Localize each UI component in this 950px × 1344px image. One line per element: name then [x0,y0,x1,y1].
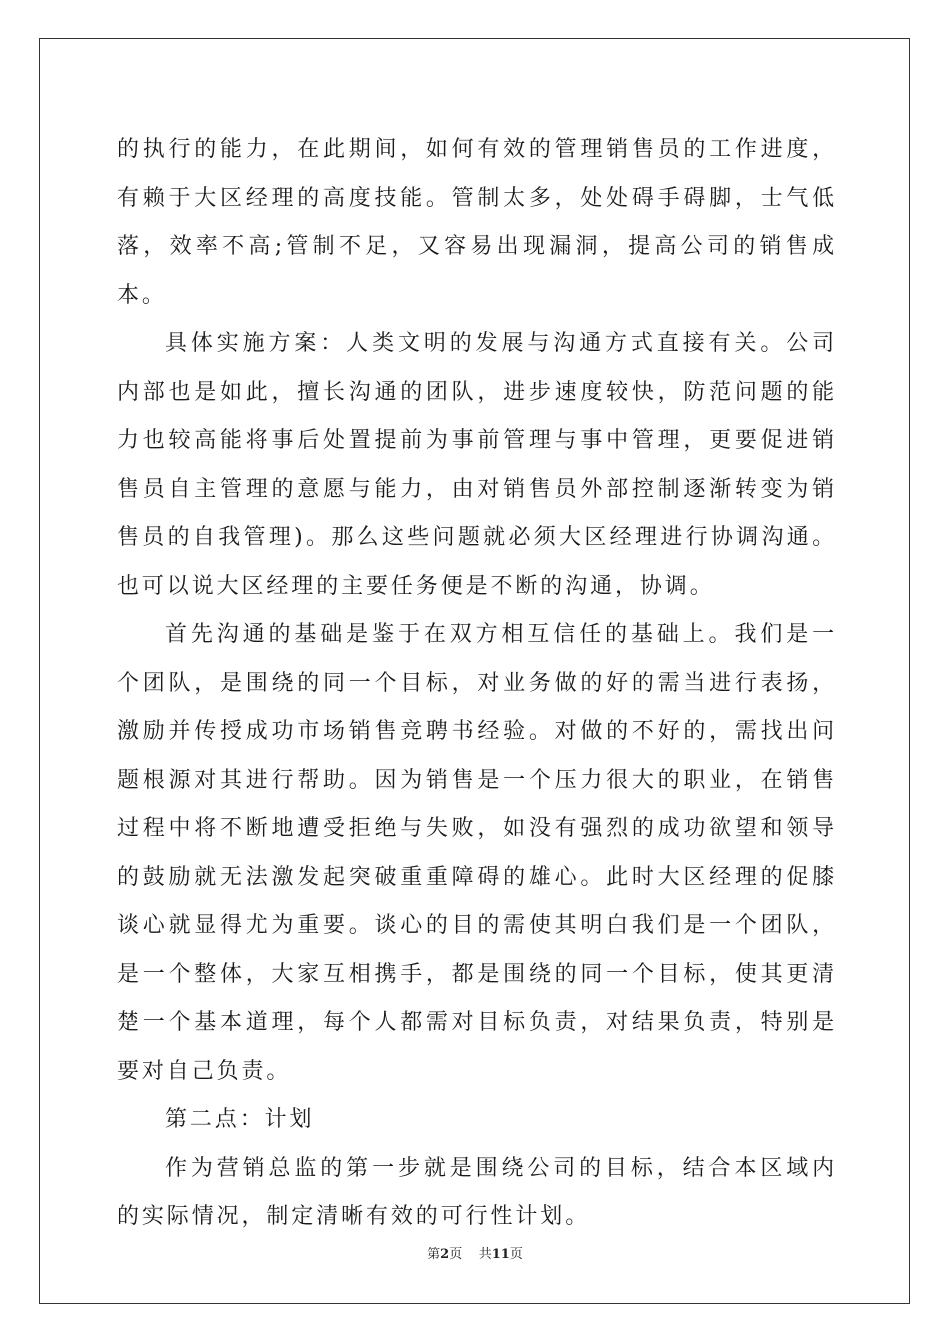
current-page-number: 2 [440,1247,450,1262]
paragraph-3: 首先沟通的基础是鉴于在双方相互信任的基础上。我们是一个团队，是围绕的同一个目标，对业务做的好的需当进行表扬，激励并传授成功市场销售竞聘书经验。对做的不好的，需找出问题根源对其进行帮助。因为销售是一个压力很大的职业，在销售过程中将不断地遭受拒绝与失败，如没有强烈的成功欲望和领导的鼓励就无法激发起突破重重障碍的雄心。此时大区经理的促膝谈心就显得尤为重要。谈心的目的需使其明白我们是一个团队，是一个整体，大家互相携手，都是围绕的同一个目标，使其更清楚一个基本道理，每个人都需对目标负责，对结果负责，特别是要对自己负责。 [117,622,837,1084]
paragraph-2: 具体实施方案：人类文明的发展与沟通方式直接有关。公司内部也是如此，擅长沟通的团队，进步速度较快，防范问题的能力也较高能将事后处置提前为事前管理与事中管理，更要促进销售员自主管理的意愿与能力，由对销售员外部控制逐渐转变为销售员的自我管理)。那么这些问题就必须大区经理进行协调沟通。也可以说大区经理的主要任务便是不断的沟通，协调。 [117,331,837,599]
page-suffix: 页 [449,1247,463,1262]
page-prefix: 第 [427,1247,441,1262]
section-heading: 第二点：计划 [165,1107,315,1132]
total-page-number: 11 [491,1247,510,1262]
page-footer [0,1243,950,1262]
total-prefix: 共 [478,1247,492,1262]
total-suffix: 页 [509,1247,523,1262]
paragraph-1: 的执行的能力，在此期间，如何有效的管理销售员的工作进度，有赖于大区经理的高度技能。管制太多，处处碍手碍脚，士气低落，效率不高;管制不足，又容易出现漏洞，提高公司的销售成本。 [117,137,837,308]
document-body [117,126,837,1242]
paragraph-4: 作为营销总监的第一步就是围绕公司的目标，结合本区域内的实际情况，制定清晰有效的可行性计划。 [117,1155,837,1229]
